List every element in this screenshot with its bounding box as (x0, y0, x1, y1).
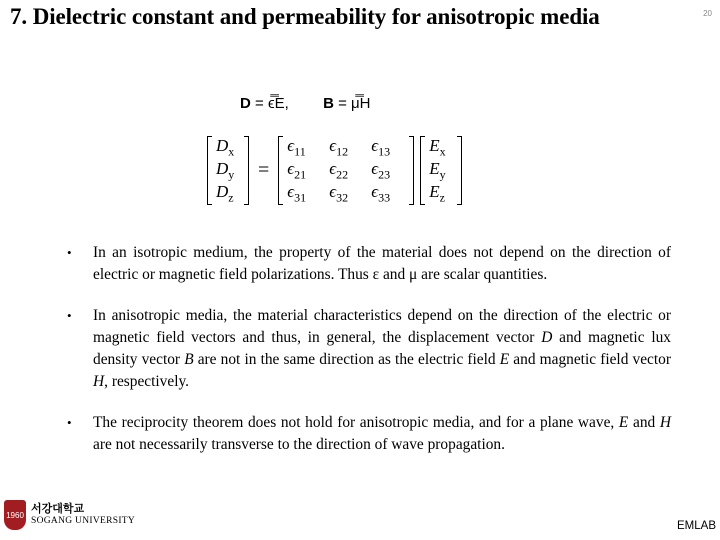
page-number: 20 (703, 9, 712, 18)
bullet-text: In an isotropic medium, the property of the material does not depend on the direction of electric or magnetic field polarizations. Thus ε and μ are scalar quantities. (93, 244, 671, 284)
e-component: E (429, 181, 440, 201)
permittivity-tensor: $\epsilon_{11}$ $\epsilon_{12}$ $\epsilon_{13}$ $\epsilon_{21}$ $\epsilon_{22}$ $\epsilon_{23}$ $\epsilon_{31}$ $\epsilon_{32}$ $\epsilon_{33}$ (278, 136, 414, 205)
bullet-dot: • (67, 307, 72, 323)
logo-english-name: SOGANG UNIVERSITY (31, 516, 136, 526)
matrix-equation (207, 136, 462, 205)
constitutive-equations (240, 95, 371, 112)
bullet-anisotropic: • In anisotropic media, the material characteristics depend on the direction of the electric or magnetic field vectors and thus, in general, the displacement vector D and magnetic lux density vector B are not in the same direction as the electric field E and magnetic field vector H, respectively. (67, 306, 671, 391)
d-vector: $D_x$ $D_y$ $D_z$ (207, 136, 249, 205)
d-symbol: D (240, 95, 251, 112)
bullet-reciprocity: • The reciprocity theorem does not hold for anisotropic media, and for a plane wave, E and H are not necessarily transverse to the direction of wave propagation. (67, 413, 671, 454)
d-component: D (216, 181, 229, 201)
bullet-isotropic (64, 242, 671, 287)
e-component: E (429, 158, 440, 178)
d-component: D (216, 158, 229, 178)
bullet-list (64, 242, 671, 474)
bullet-dot: • (67, 414, 72, 430)
slide-title: 7. Dielectric constant and permeability for anisotropic media (10, 4, 600, 29)
lab-name: EMLAB (677, 520, 716, 532)
equals-sign: = (258, 159, 270, 181)
bullet-dot: • (67, 245, 72, 260)
d-component: D (216, 135, 229, 155)
b-rhs: = μ̿H (338, 95, 371, 112)
b-symbol: B (323, 95, 334, 112)
university-seal-icon: 1960 (4, 500, 26, 530)
e-vector: $E_x$ $E_y$ $E_z$ (420, 136, 462, 205)
university-logo (4, 500, 135, 530)
d-rhs: = ϵ̿E, (255, 95, 289, 112)
e-component: E (429, 135, 440, 155)
logo-korean-name: 서강대학교 (31, 502, 85, 515)
